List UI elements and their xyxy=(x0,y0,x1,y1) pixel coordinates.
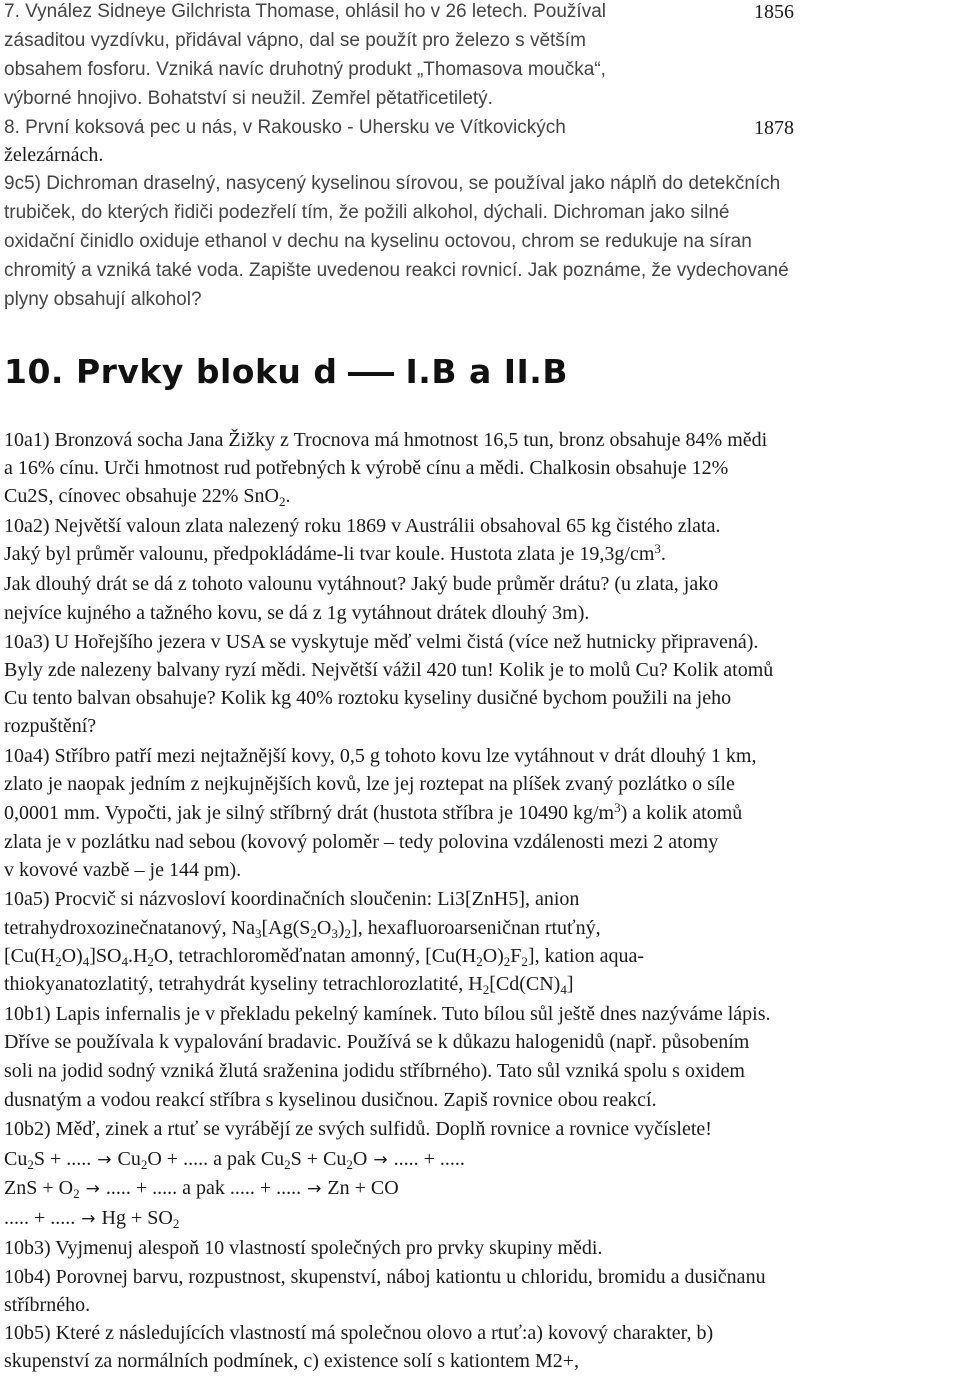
text-line: 10a1) Bronzová socha Jana Žižky z Trocnova má hmotnost 16,5 tun, bronz obsahuje 84% mědi xyxy=(4,429,768,451)
text-line: 10b3) Vyjmenuj alespoň 10 vlastností společných pro prvky skupiny mědi. xyxy=(4,1237,603,1259)
text-line: železárnách. xyxy=(4,144,104,166)
text-line: 9c5) Dichroman draselný, nasycený kyselinou sírovou, se používal jako náplň do detekčních xyxy=(4,173,781,194)
text-line: 10b4) Porovnej barvu, rozpustnost, skupenství, náboj kationtu u chloridu, bromidu a dusičnanu xyxy=(4,1266,766,1288)
text-line: rozpuštění? xyxy=(4,715,97,737)
text-line: 10b1) Lapis infernalis je v překladu pekelný kamínek. Tuto bílou sůl ještě dnes nazýváme lápis. xyxy=(4,1003,771,1025)
equation-3: ..... + ..... → $Hg + SO_2$ xyxy=(4,1207,180,1231)
text-line: chromitý a vzniká také voda. Zapište uvedenou reakci rovnicí. Jak poznáme, že vydechované xyxy=(4,260,789,281)
text-line: výborné hnojivo. Bohatství si neužil. Zemřel pětatřicetiletý. xyxy=(4,88,493,109)
text-line: tetrahydroxozinečnatanový, $Na_3[Ag(S_2O_3)_2]$, hexafluoroarseničnan rtuťný, xyxy=(4,917,601,941)
text-line: zásaditou vyzdívku, přidával vápno, dal se použít pro železo s větším xyxy=(4,30,586,51)
text-line: Dříve se používala k vypalování bradavic. Používá se k důkazu halogenidů (např. působením xyxy=(4,1031,750,1053)
text-line: Jaký byl průměr valounu, předpokládáme-li tvar koule. Hustota zlata je $19,3g/cm^3$. xyxy=(4,541,666,565)
equation-2: ZnS + $O_2$ → ..... + ..... a pak ..... + ..... → Zn + CO xyxy=(4,1177,399,1201)
text-line: oxidační činidlo oxiduje ethanol v dechu na kyselinu octovou, chrom se redukuje na síran xyxy=(4,231,752,252)
text-line: 10a5) Procvič si názvosloví koordinačních sloučenin: Li3[ZnH5], anion xyxy=(4,888,580,910)
text-line: Byly zde nalezeny balvany ryzí mědi. Největší vážil 420 tun! Kolik je to molů Cu? Kolik atomů xyxy=(4,659,774,681)
arrow-icon: → xyxy=(373,1150,388,1170)
arrow-icon: → xyxy=(97,1150,112,1170)
text-line: 10b2) Měď, zinek a rtuť se vyrábějí ze svých sulfidů. Doplň rovnice a rovnice vyčíslete! xyxy=(4,1118,712,1140)
text-line: v kovové vazbě – je 144 pm). xyxy=(4,859,242,881)
text-line: 10a2) Největší valoun zlata nalezený roku 1869 v Austrálii obsahoval 65 kg čistého zlata. xyxy=(4,515,721,537)
year-1856: 1856 xyxy=(754,1,794,23)
text-line: stříbrného. xyxy=(4,1294,91,1316)
heading-part-2: I.B a II.B xyxy=(405,352,568,391)
text-line: 8. První koksová pec u nás, v Rakousko - Uhersku ve Vítkovických xyxy=(4,117,566,138)
text-line: zlata je v pozlátku nad sebou (kovový poloměr – tedy polovina vzdálenosti mezi 2 atomy xyxy=(4,831,719,853)
year-1878: 1878 xyxy=(754,117,794,139)
text-line: 10a4) Stříbro patří mezi nejtažnější kovy, 0,5 g tohoto kovu lze vytáhnout v drát dlouhý 1 km, xyxy=(4,745,757,767)
arrow-icon: → xyxy=(307,1179,322,1199)
section-heading xyxy=(4,350,568,394)
text-line: 0,0001 mm. Vypočti, jak je silný stříbrný drát (hustota stříbra je 10490 $kg/m^3$) a kolik atomů xyxy=(4,800,743,824)
text-line: nejvíce kujného a tažného kovu, se dá z 1g vytáhnout drátek dlouhý 3m). xyxy=(4,602,590,624)
text-line: 10b5) Které z následujících vlastností má společnou olovo a rtuť:a) kovový charakter, b) xyxy=(4,1322,714,1344)
text-line: zlato je naopak jedním z nejkujnějších kovů, lze jej roztepat na plíšek zvaný pozlátko o síle xyxy=(4,773,735,795)
text-line: Cu tento balvan obsahuje? Kolik kg 40% roztoku kyseliny dusičné bychom použili na jeho xyxy=(4,687,732,709)
text-line: 10a3) U Hořejšího jezera v USA se vyskytuje měď velmi čistá (více než hutnicky připravená). xyxy=(4,631,759,653)
text-line: Jak dlouhý drát se dá z tohoto valounu vytáhnout? Jaký bude průměr drátu? (u zlata, jako xyxy=(4,573,719,595)
text-line: dusnatým a vodou reakcí stříbra s kyselinou dusičnou. Zapiš rovnice obou reakcí. xyxy=(4,1089,657,1111)
heading-part-1: 10. Prvky bloku d xyxy=(4,352,338,391)
text-line: Cu2S, cínovec obsahuje 22% SnO$_2$. xyxy=(4,485,291,509)
text-line: trubiček, do kterých řidiči podezřelí tím, že požili alkohol, dýchali. Dichroman jako silné xyxy=(4,202,730,223)
text-line: plyny obsahují alkohol? xyxy=(4,289,202,310)
text-line: $[Cu(H_2O)_4]SO_4.H_2O$, tetrachloroměďnatan amonný, $[Cu(H_2O)_2F_2]$, kation aqua- xyxy=(4,945,644,969)
text-line: thiokyanatozlatitý, tetrahydrát kyseliny tetrachlorozlatité, $H_2[Cd(CN)_4]$ xyxy=(4,973,574,997)
equation-1: $Cu_2S$ + ..... → $Cu_2O$ + ..... a pak $Cu_2S + Cu_2O$ → ..... + ..... xyxy=(4,1148,465,1172)
text-line: a 16% cínu. Urči hmotnost rud potřebných k výrobě cínu a mědi. Chalkosin obsahuje 12% xyxy=(4,457,729,479)
text-line: soli na jodid sodný vzniká žlutá sraženina jodidu stříbrného). Tato sůl vzniká spolu s oxidem xyxy=(4,1060,745,1082)
text-line: 7. Vynález Sidneye Gilchrista Thomase, ohlásil ho v 26 letech. Používal xyxy=(4,1,606,22)
arrow-icon: → xyxy=(85,1179,100,1199)
text-line: skupenství za normálních podmínek, c) existence solí s kationtem M2+, xyxy=(4,1350,580,1372)
arrow-icon: → xyxy=(81,1209,96,1229)
heading-dash xyxy=(348,372,394,376)
text-line: obsahem fosforu. Vzniká navíc druhotný produkt „Thomasova moučka“, xyxy=(4,59,606,80)
